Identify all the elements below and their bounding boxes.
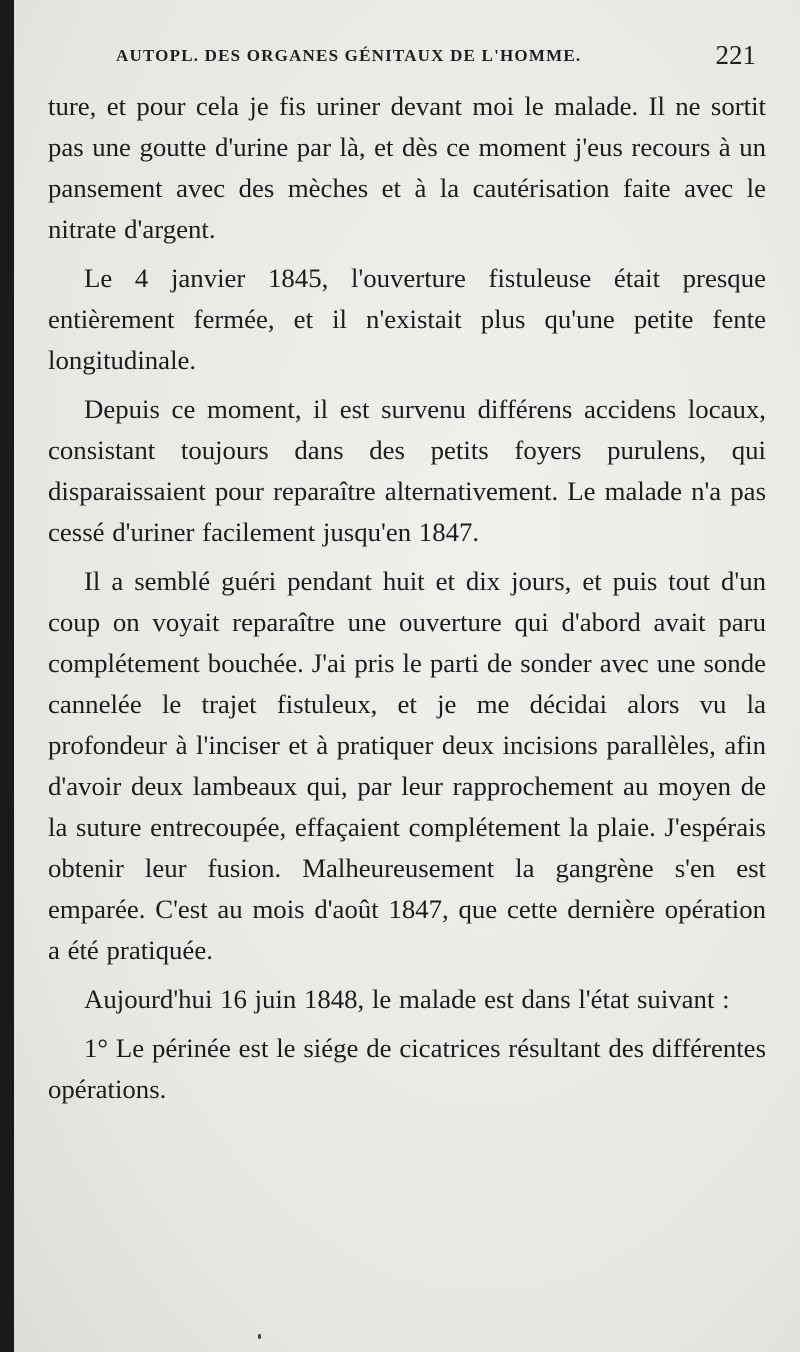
running-head — [14, 40, 800, 72]
book-page — [14, 0, 800, 1352]
body-text — [48, 86, 766, 1118]
paragraph: Il a semblé guéri pendant huit et dix jours, et puis tout d'un coup on voyait reparaître une ouverture qui d'abord avait paru complétement bouchée. J'ai pris le parti de sonder avec une sonde cannelée le trajet fistuleux, et je me décidai alors vu la profondeur à l'inciser et à pratiquer deux incisions parallèles, afin d'avoir deux lambeaux qui, par leur rapprochement au moyen de la suture entrecoupée, effaçaient complétement la plaie. J'espérais obtenir leur fusion. Malheureusement la gangrène s'en est emparée. C'est au mois d'août 1847, que cette dernière opération a été pratiquée. — [48, 566, 766, 965]
paragraph: 1° Le périnée est le siége de cicatrices résultant des différentes opérations. — [48, 1033, 766, 1104]
running-title: AUTOPL. DES ORGANES GÉNITAUX DE L'HOMME. — [116, 46, 582, 65]
paragraph-continuation: ture, et pour cela je fis uriner devant moi le malade. Il ne sortit pas une goutte d'urine par là, et dès ce moment j'eus recours à un pansement avec des mèches et à la cautérisation faite avec le nitrate d'argent. — [48, 91, 766, 244]
paper-speck — [258, 1334, 261, 1339]
paragraph: Depuis ce moment, il est survenu différens accidens locaux, consistant toujours dans des petits foyers purulens, qui disparaissaient pour reparaître alternativement. Le malade n'a pas cessé d'uriner facilement jusqu'en 1847. — [48, 394, 766, 547]
page-number: 221 — [715, 40, 756, 70]
paragraph: Aujourd'hui 16 juin 1848, le malade est dans l'état suivant : — [84, 984, 730, 1014]
paragraph: Le 4 janvier 1845, l'ouverture fistuleuse était presque entièrement fermée, et il n'existait plus qu'une petite fente longitudinale. — [48, 263, 766, 375]
